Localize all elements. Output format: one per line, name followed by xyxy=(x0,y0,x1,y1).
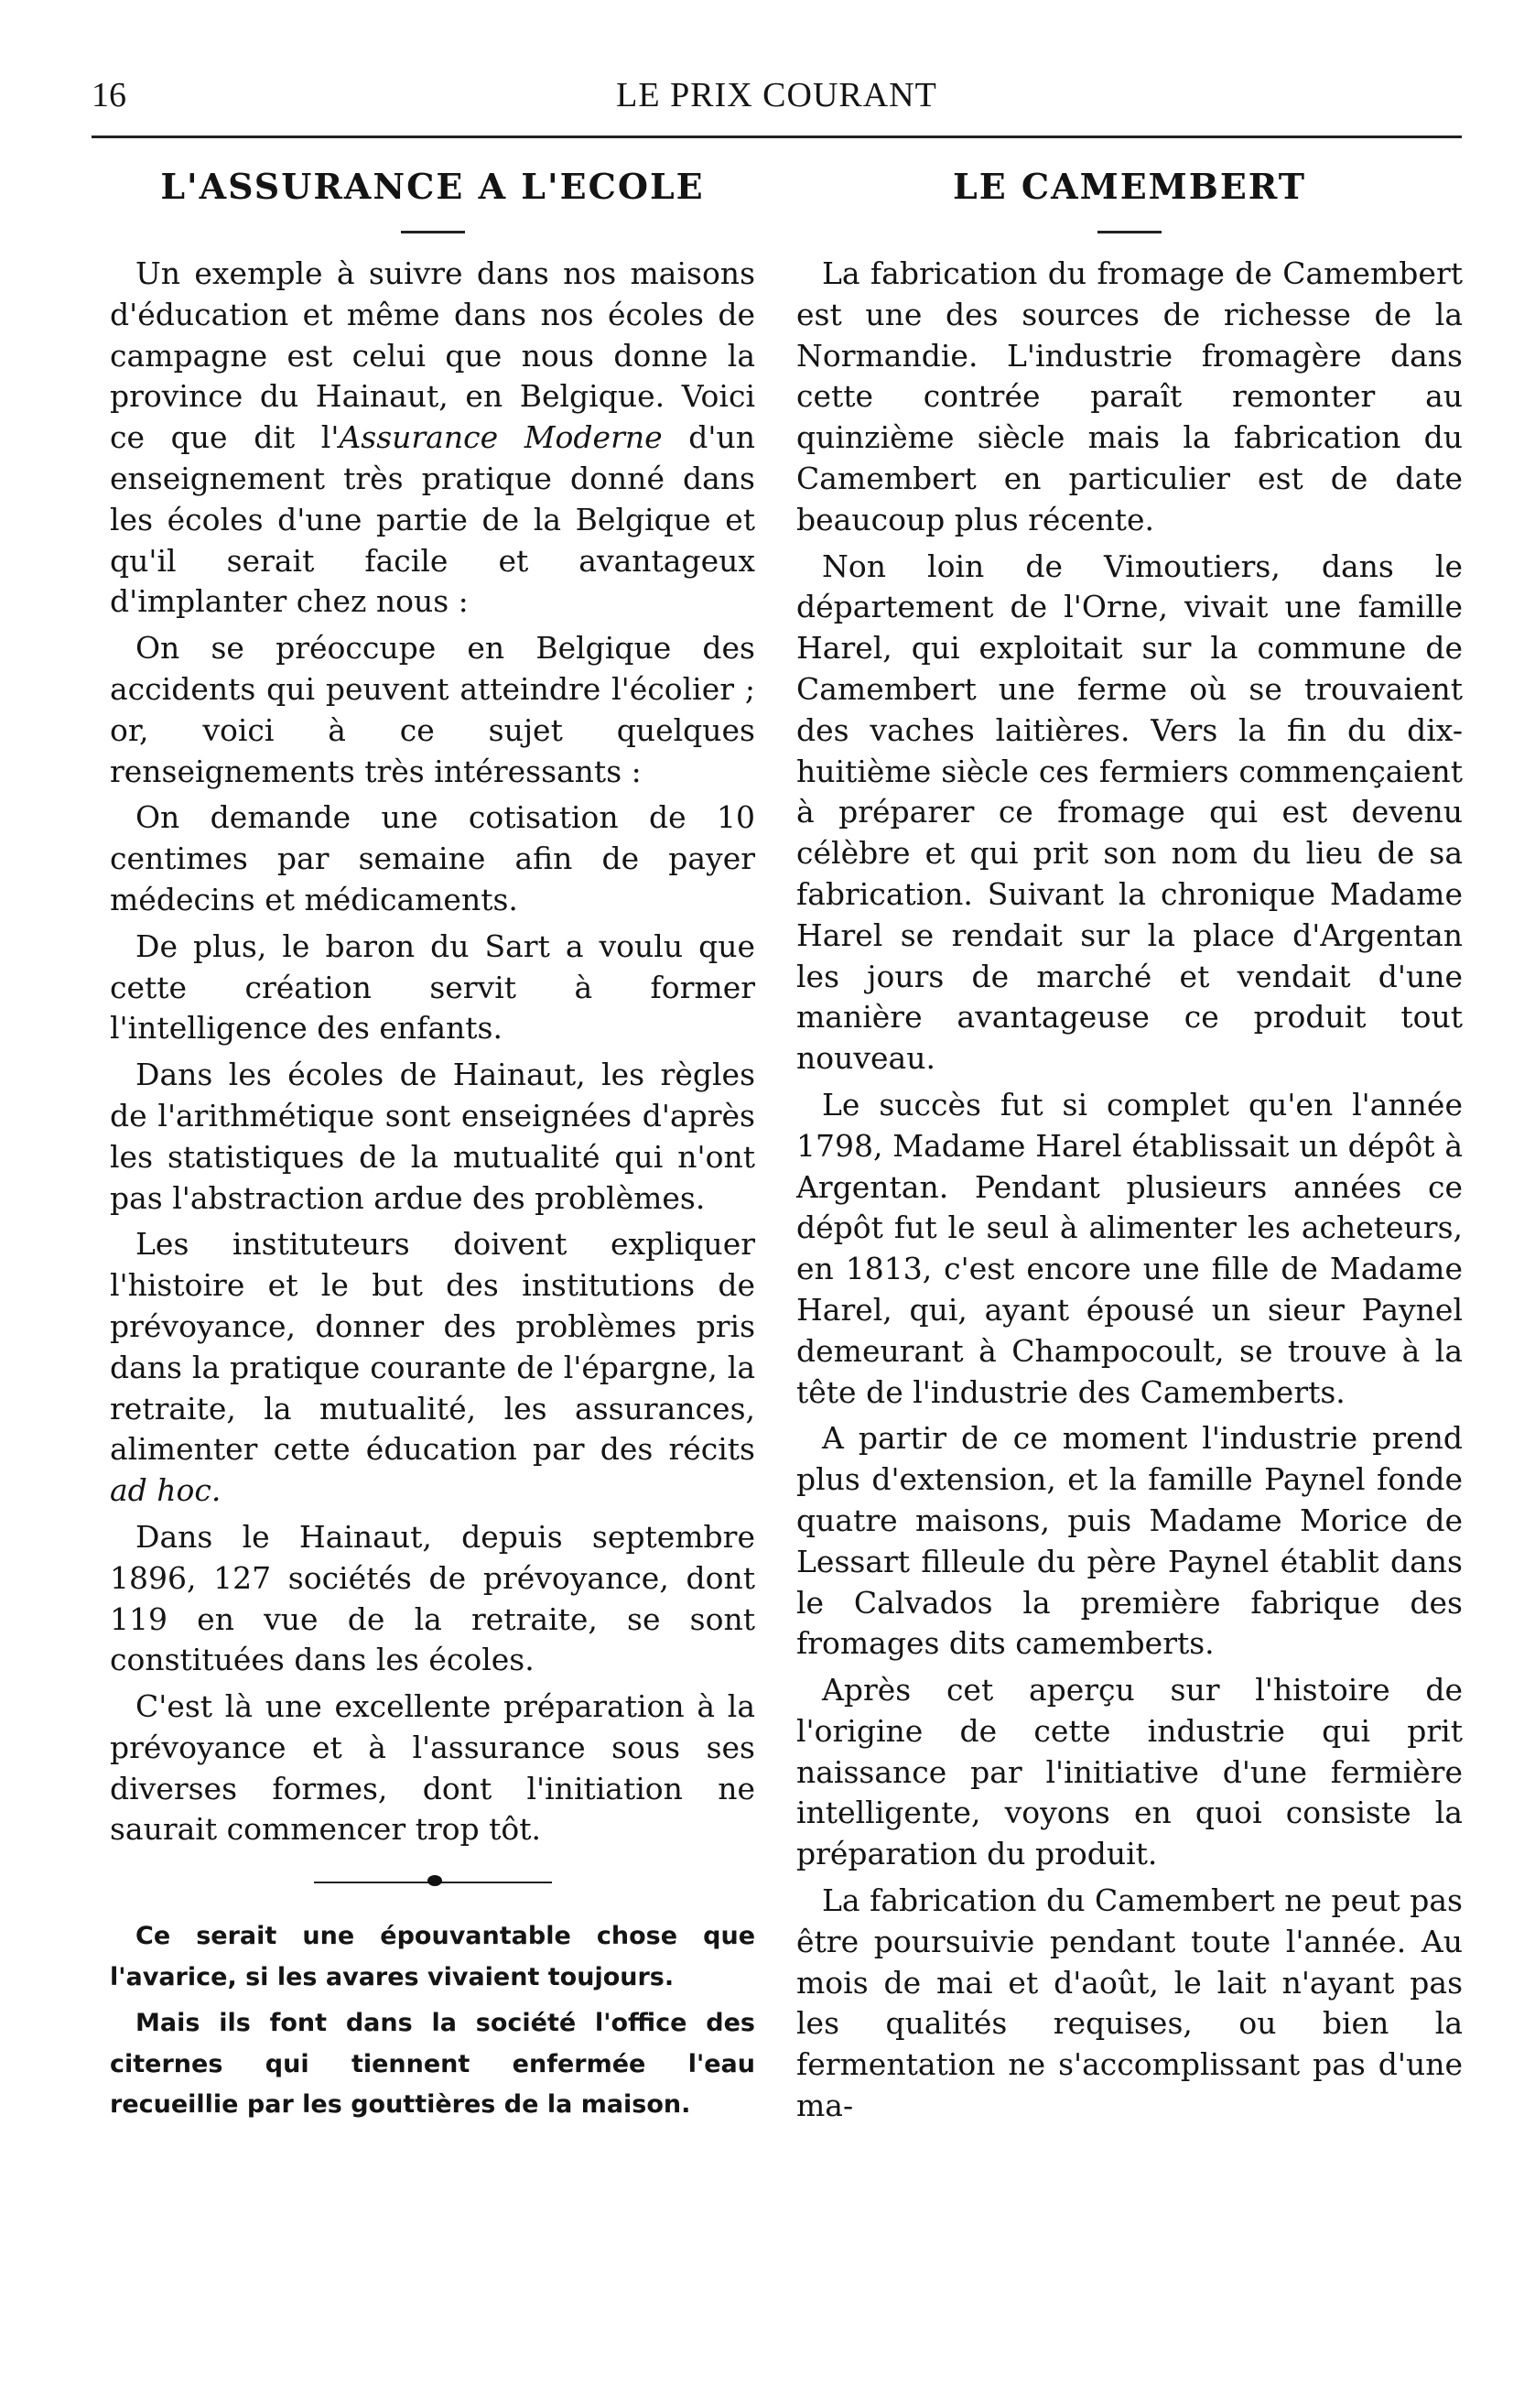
maxim-paragraph: Ce serait une épouvantable chose que l'avarice, si les avares vivaient toujours. xyxy=(110,1922,755,1991)
right-column xyxy=(796,163,1463,2132)
paragraph: De plus, le baron du Sart a voulu que cette création servit à former l'intelligence des enfants. xyxy=(110,927,755,1047)
paragraph: Non loin de Vimoutiers, dans le département de l'Orne, vivait une famille Harel, qui exploitait sur la commune de Camembert une ferme où se trouvaient des vaches laitières. Vers la fin du dix-huitième siècle ces fermiers commençaient à préparer ce fromage qui est devenu célèbre et qui prit son nom du lieu de sa fabrication. Suivant la chronique Madame Harel se rendait sur la place d'Argentan les jours de marché et vendait d'une manière avantageuse ce produit tout nouveau. xyxy=(796,548,1463,1077)
left-column xyxy=(110,163,755,2131)
header-rule xyxy=(92,136,1462,138)
page-number: 16 xyxy=(92,76,126,114)
paragraph: Le succès fut si complet qu'en l'année 1798, Madame Harel établissait un dépôt à Argentan. Pendant plusieurs années ce dépôt fut le seul à alimenter les acheteurs, en 1813, c'est encore une fille de Madame Harel, qui, ayant épousé un sieur Paynel demeurant à Champoсoult, se trouve à la tête de l'industrie des Camemberts. xyxy=(796,1086,1463,1410)
paragraph xyxy=(110,1224,755,1512)
text-run: Un exemple à suivre dans nos maisons d'éducation et même dans nos écoles de campagne est celui que nous donne la province du Hainaut, en Belgique. Voici ce que dit l' xyxy=(110,255,755,456)
italic-phrase: ad hoc. xyxy=(110,1472,222,1509)
paragraph xyxy=(110,254,755,623)
title-rule xyxy=(1097,231,1162,233)
maxim-paragraph: Mais ils font dans la société l'office des citernes qui tiennent enfermée l'eau recueillie par les gouttières de la maison. xyxy=(110,2009,755,2120)
ornament-divider xyxy=(314,1869,552,1896)
article-title-camembert: LE CAMEMBERT xyxy=(952,166,1306,207)
running-title: LE PRIX COURANT xyxy=(616,76,937,114)
ornament-dot xyxy=(427,1875,442,1886)
page-header xyxy=(92,75,1462,121)
paragraph: La fabrication du Camembert ne peut pas être poursuivie pendant toute l'année. Au mois de mai et d'août, le lait n'ayant pas les qualités requises, ou bien la fermentation ne s'accomplissant pas d'une ma- xyxy=(796,1882,1463,2124)
paragraph: Dans les écoles de Hainaut, les règles de l'arithmétique sont enseignées d'après les statistiques de la mutualité qui n'ont pas l'abstraction ardue des problèmes. xyxy=(110,1057,755,1216)
article-title-assurance: L'ASSURANCE A L'ECOLE xyxy=(160,166,705,207)
italic-title: Assurance Moderne xyxy=(339,419,663,456)
paragraph: Après cet aperçu sur l'histoire de l'origine de cette industrie qui prit naissance par l'initiative d'une fermière intelligente, voyons en quoi consiste la préparation du produit. xyxy=(796,1672,1463,1872)
paragraph: A partir de ce moment l'industrie prend plus d'extension, et la famille Paynel fonde quatre maisons, puis Madame Morice de Lessart filleule du père Paynel établit dans le Calvados la première fabrique des fromages dits camemberts. xyxy=(796,1420,1463,1662)
paragraph: La fabrication du fromage de Camembert est une des sources de richesse de la Normandie. L'industrie fromagère dans cette contrée paraît remonter au quinzième siècle mais la fabrication du Camembert en particulier est de date beaucoup plus récente. xyxy=(796,255,1463,537)
text-run: d'un enseignement très pratique donné dans les écoles d'une partie de la Belgique et qu'il serait facile et avantageux d'implanter chez nous : xyxy=(110,419,755,620)
paragraph: C'est là une excellente préparation à la prévoyance et à l'assurance sous ses diverses formes, dont l'initiation ne saurait commencer trop tôt. xyxy=(110,1688,755,1848)
paragraph: On demande une cotisation de 10 centimes par semaine afin de payer médecins et médicaments. xyxy=(110,799,755,917)
text-run: Les instituteurs doivent expliquer l'histoire et le but des institutions de prévoyance, donner des problèmes pris dans la pratique courante de l'épargne, la retraite, la mutualité, les assurances, alimenter cette éducation par des récits xyxy=(110,1226,755,1468)
paragraph: Dans le Hainaut, depuis septembre 1896, 127 sociétés de prévoyance, dont 119 en vue de la retraite, se sont constituées dans les écoles. xyxy=(110,1518,755,1678)
title-rule xyxy=(401,231,465,233)
paragraph: On se préoccupe en Belgique des accidents qui peuvent atteindre l'écolier ; or, voici à ce sujet quelques renseignements très intéressants : xyxy=(110,630,755,789)
